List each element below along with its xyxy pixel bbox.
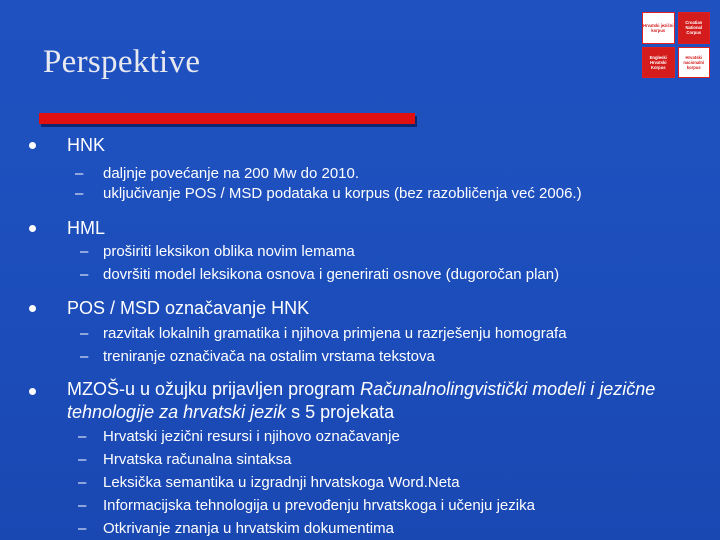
bullet-mzos-program	[67, 378, 712, 424]
logo-cell-1: Hrvatski jezični korpus	[642, 12, 675, 44]
slide-title: Perspektive	[43, 44, 201, 80]
sub-item-text: razvitak lokalnih gramatika i njihova primjena u razrješenju homografa	[103, 325, 567, 342]
logo-cell-3: Engleski Hrvatski Korpus	[642, 47, 675, 79]
sub-item-text: Informacijska tehnologija u prevođenju hrvatskoga i učenju jezika	[103, 497, 535, 514]
title-underline-bar	[39, 113, 415, 124]
dash-icon: –	[78, 474, 87, 491]
dash-icon: –	[80, 243, 89, 260]
bullet-pos-msd: POS / MSD označavanje HNK	[67, 298, 310, 318]
program-text-start: MZOŠ-u u ožujku prijavljen program	[67, 379, 361, 399]
bullet-dot-icon	[29, 225, 36, 232]
sub-item-text: Otkrivanje znanja u hrvatskim dokumentima	[103, 520, 394, 537]
bullet-hml: HML	[67, 218, 106, 238]
dash-icon: –	[80, 266, 89, 283]
bullet-dot-icon	[29, 305, 36, 312]
corpus-logo	[642, 12, 710, 78]
bullet-hnk: HNK	[67, 135, 106, 155]
dash-icon: –	[78, 428, 87, 445]
dash-icon: –	[78, 520, 87, 537]
sub-item-text: dovršiti model leksikona osnova i generirati osnove (dugoročan plan)	[103, 266, 560, 283]
dash-icon: –	[80, 325, 89, 342]
dash-icon: –	[75, 165, 84, 182]
program-title: Računalnolingvistički modeli i jezične tehnologije za hrvatski jezik	[67, 379, 656, 422]
sub-item-text: Hrvatski jezični resursi i njihovo označavanje	[103, 428, 400, 445]
sub-item-text: Leksička semantika u izgradnji hrvatskoga Word.Neta	[103, 474, 460, 491]
program-text-end: s 5 projekata	[286, 402, 395, 422]
sub-item-text: treniranje označivača na ostalim vrstama tekstova	[103, 348, 435, 365]
logo-cell-2: Croatian National Corpus	[678, 12, 711, 44]
dash-icon: –	[80, 348, 89, 365]
dash-icon: –	[78, 497, 87, 514]
bullet-dot-icon	[29, 388, 36, 395]
dash-icon: –	[75, 185, 84, 202]
sub-item-text: proširiti leksikon oblika novim lemama	[103, 243, 355, 260]
sub-item-text: Hrvatska računalna sintaksa	[103, 451, 292, 468]
dash-icon: –	[78, 451, 87, 468]
sub-item-text: daljnje povećanje na 200 Mw do 2010.	[103, 165, 360, 182]
logo-cell-4: Hrvatski nacionalni korpus	[678, 47, 711, 79]
sub-item-text: uključivanje POS / MSD podataka u korpus (bez razobličenja već 2006.)	[103, 185, 582, 202]
bullet-dot-icon	[29, 142, 36, 149]
